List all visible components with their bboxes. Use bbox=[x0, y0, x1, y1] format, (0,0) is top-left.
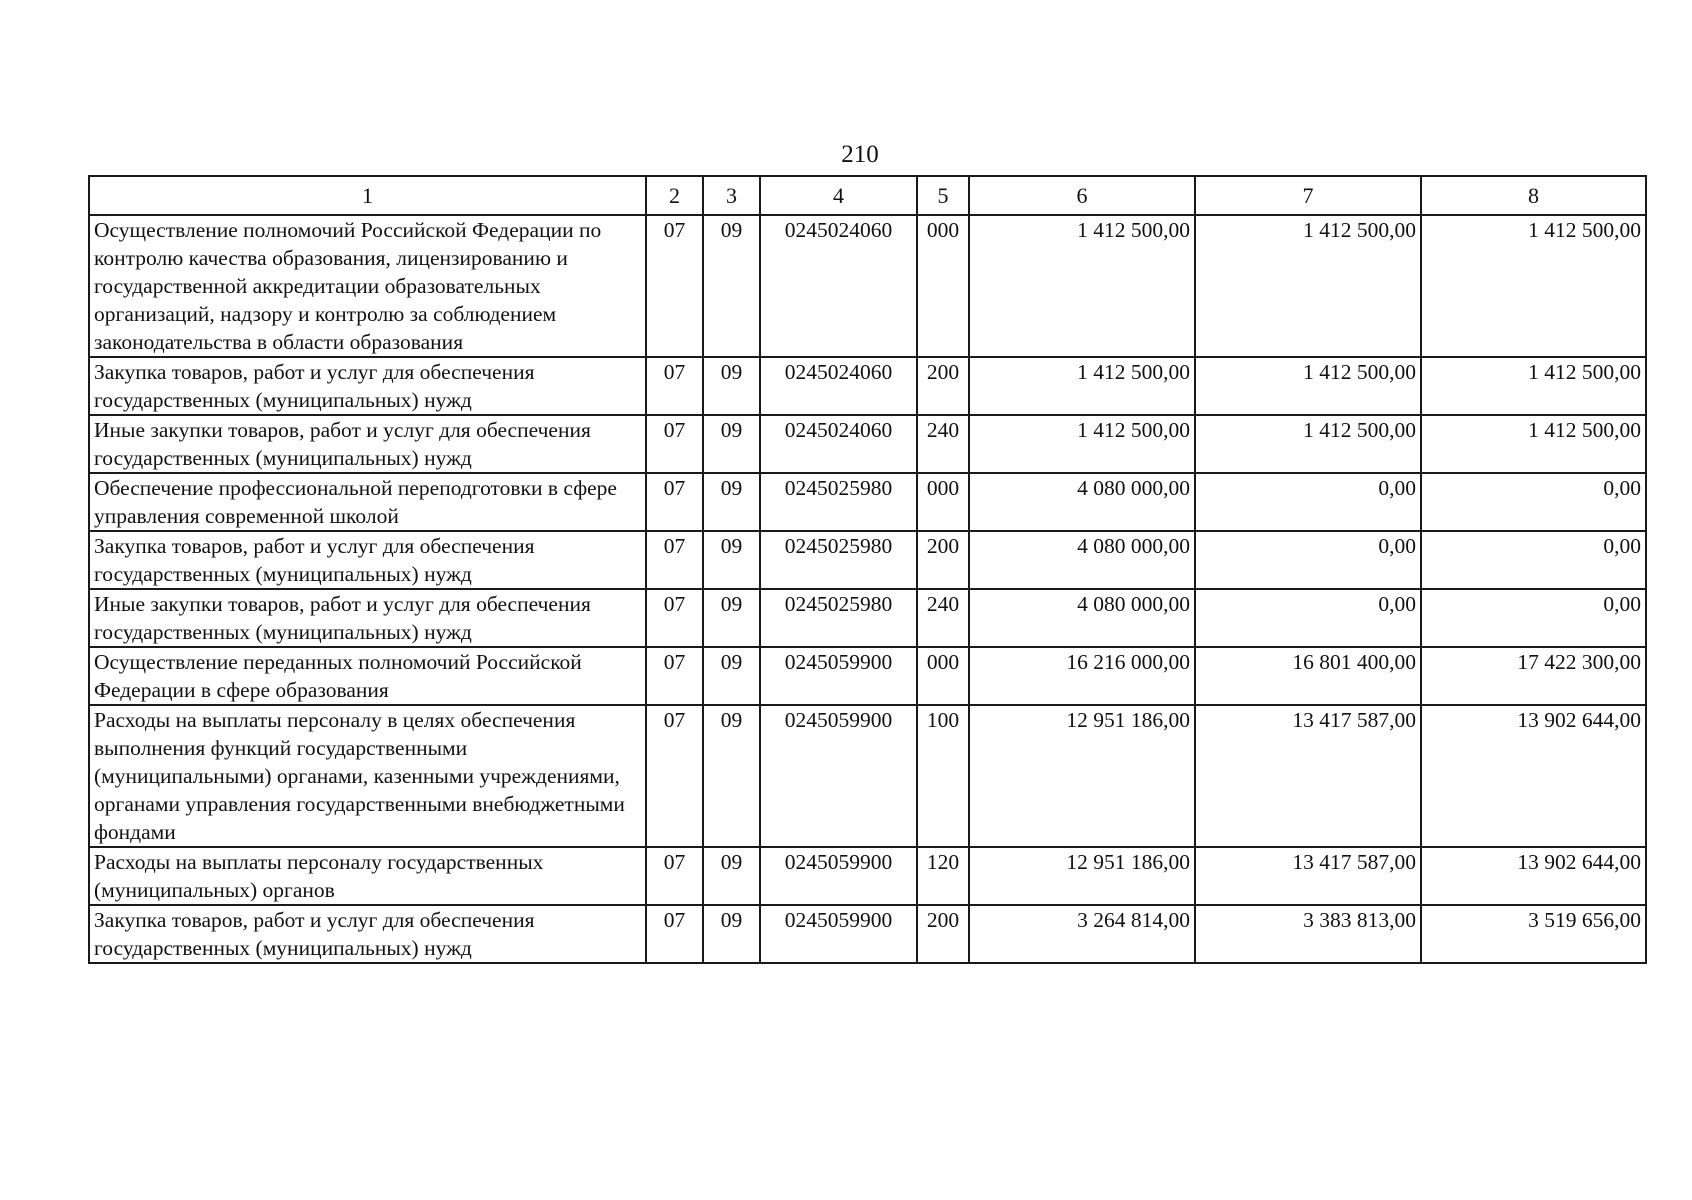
amount-col-6: 4 080 000,00 bbox=[969, 473, 1195, 531]
subsection-code: 09 bbox=[703, 215, 760, 357]
table-row bbox=[89, 215, 1646, 357]
budget-table bbox=[88, 175, 1647, 964]
row-description: Осуществление переданных полномочий Российской Федерации в сфере образования bbox=[89, 647, 646, 705]
target-article-code: 0245059900 bbox=[760, 705, 917, 847]
target-article-code: 0245059900 bbox=[760, 647, 917, 705]
amount-col-6: 4 080 000,00 bbox=[969, 589, 1195, 647]
expense-type-code: 200 bbox=[917, 357, 969, 415]
row-description: Иные закупки товаров, работ и услуг для обеспечения государственных (муниципальных) нужд bbox=[89, 415, 646, 473]
table-row bbox=[89, 589, 1646, 647]
row-description: Иные закупки товаров, работ и услуг для обеспечения государственных (муниципальных) нужд bbox=[89, 589, 646, 647]
expense-type-code: 200 bbox=[917, 905, 969, 963]
amount-col-7: 3 383 813,00 bbox=[1195, 905, 1421, 963]
amount-col-8: 17 422 300,00 bbox=[1421, 647, 1646, 705]
expense-type-code: 000 bbox=[917, 215, 969, 357]
amount-col-7: 1 412 500,00 bbox=[1195, 357, 1421, 415]
subsection-code: 09 bbox=[703, 705, 760, 847]
amount-col-7: 0,00 bbox=[1195, 589, 1421, 647]
section-code: 07 bbox=[646, 215, 703, 357]
amount-col-6: 1 412 500,00 bbox=[969, 415, 1195, 473]
table-row bbox=[89, 905, 1646, 963]
expense-type-code: 100 bbox=[917, 705, 969, 847]
row-description: Обеспечение профессиональной переподготовки в сфере управления современной школой bbox=[89, 473, 646, 531]
target-article-code: 0245024060 bbox=[760, 357, 917, 415]
subsection-code: 09 bbox=[703, 847, 760, 905]
subsection-code: 09 bbox=[703, 589, 760, 647]
target-article-code: 0245059900 bbox=[760, 905, 917, 963]
table-row bbox=[89, 705, 1646, 847]
column-header-5: 5 bbox=[917, 176, 969, 215]
column-header-6: 6 bbox=[969, 176, 1195, 215]
expense-type-code: 000 bbox=[917, 647, 969, 705]
expense-type-code: 240 bbox=[917, 589, 969, 647]
table-row bbox=[89, 531, 1646, 589]
section-code: 07 bbox=[646, 589, 703, 647]
amount-col-6: 12 951 186,00 bbox=[969, 705, 1195, 847]
target-article-code: 0245025980 bbox=[760, 473, 917, 531]
amount-col-8: 1 412 500,00 bbox=[1421, 357, 1646, 415]
target-article-code: 0245024060 bbox=[760, 415, 917, 473]
subsection-code: 09 bbox=[703, 531, 760, 589]
section-code: 07 bbox=[646, 647, 703, 705]
header-row bbox=[89, 176, 1646, 215]
target-article-code: 0245025980 bbox=[760, 531, 917, 589]
section-code: 07 bbox=[646, 847, 703, 905]
table-row bbox=[89, 847, 1646, 905]
row-description: Закупка товаров, работ и услуг для обеспечения государственных (муниципальных) нужд bbox=[89, 531, 646, 589]
target-article-code: 0245024060 bbox=[760, 215, 917, 357]
column-header-1: 1 bbox=[89, 176, 646, 215]
expense-type-code: 240 bbox=[917, 415, 969, 473]
expense-type-code: 000 bbox=[917, 473, 969, 531]
table-row bbox=[89, 357, 1646, 415]
page-number: 210 bbox=[841, 141, 879, 168]
amount-col-7: 1 412 500,00 bbox=[1195, 415, 1421, 473]
amount-col-7: 16 801 400,00 bbox=[1195, 647, 1421, 705]
subsection-code: 09 bbox=[703, 473, 760, 531]
subsection-code: 09 bbox=[703, 357, 760, 415]
amount-col-7: 13 417 587,00 bbox=[1195, 847, 1421, 905]
amount-col-8: 1 412 500,00 bbox=[1421, 415, 1646, 473]
subsection-code: 09 bbox=[703, 905, 760, 963]
expense-type-code: 120 bbox=[917, 847, 969, 905]
amount-col-8: 3 519 656,00 bbox=[1421, 905, 1646, 963]
section-code: 07 bbox=[646, 473, 703, 531]
table-row bbox=[89, 415, 1646, 473]
amount-col-8: 13 902 644,00 bbox=[1421, 847, 1646, 905]
amount-col-8: 0,00 bbox=[1421, 473, 1646, 531]
row-description: Осуществление полномочий Российской Федерации по контролю качества образования, лицензированию и государственной аккредитации образовательных организаций, надзору и контролю за соблюдением законодательства в области образования bbox=[89, 215, 646, 357]
row-description: Расходы на выплаты персоналу в целях обеспечения выполнения функций государственными (муниципальными) органами, казенными учреждениями, органами управления государственными внебюджетными фондами bbox=[89, 705, 646, 847]
column-header-2: 2 bbox=[646, 176, 703, 215]
column-header-4: 4 bbox=[760, 176, 917, 215]
amount-col-6: 4 080 000,00 bbox=[969, 531, 1195, 589]
table-row bbox=[89, 647, 1646, 705]
amount-col-7: 0,00 bbox=[1195, 473, 1421, 531]
amount-col-6: 1 412 500,00 bbox=[969, 215, 1195, 357]
amount-col-8: 0,00 bbox=[1421, 589, 1646, 647]
column-header-3: 3 bbox=[703, 176, 760, 215]
section-code: 07 bbox=[646, 905, 703, 963]
amount-col-6: 1 412 500,00 bbox=[969, 357, 1195, 415]
amount-col-8: 13 902 644,00 bbox=[1421, 705, 1646, 847]
amount-col-6: 12 951 186,00 bbox=[969, 847, 1195, 905]
expense-type-code: 200 bbox=[917, 531, 969, 589]
amount-col-8: 1 412 500,00 bbox=[1421, 215, 1646, 357]
amount-col-7: 0,00 bbox=[1195, 531, 1421, 589]
amount-col-8: 0,00 bbox=[1421, 531, 1646, 589]
section-code: 07 bbox=[646, 705, 703, 847]
section-code: 07 bbox=[646, 531, 703, 589]
row-description: Закупка товаров, работ и услуг для обеспечения государственных (муниципальных) нужд bbox=[89, 357, 646, 415]
column-header-7: 7 bbox=[1195, 176, 1421, 215]
section-code: 07 bbox=[646, 357, 703, 415]
table-row bbox=[89, 473, 1646, 531]
amount-col-6: 16 216 000,00 bbox=[969, 647, 1195, 705]
section-code: 07 bbox=[646, 415, 703, 473]
subsection-code: 09 bbox=[703, 415, 760, 473]
amount-col-6: 3 264 814,00 bbox=[969, 905, 1195, 963]
amount-col-7: 13 417 587,00 bbox=[1195, 705, 1421, 847]
target-article-code: 0245059900 bbox=[760, 847, 917, 905]
amount-col-7: 1 412 500,00 bbox=[1195, 215, 1421, 357]
column-header-8: 8 bbox=[1421, 176, 1646, 215]
target-article-code: 0245025980 bbox=[760, 589, 917, 647]
row-description: Расходы на выплаты персоналу государственных (муниципальных) органов bbox=[89, 847, 646, 905]
row-description: Закупка товаров, работ и услуг для обеспечения государственных (муниципальных) нужд bbox=[89, 905, 646, 963]
subsection-code: 09 bbox=[703, 647, 760, 705]
